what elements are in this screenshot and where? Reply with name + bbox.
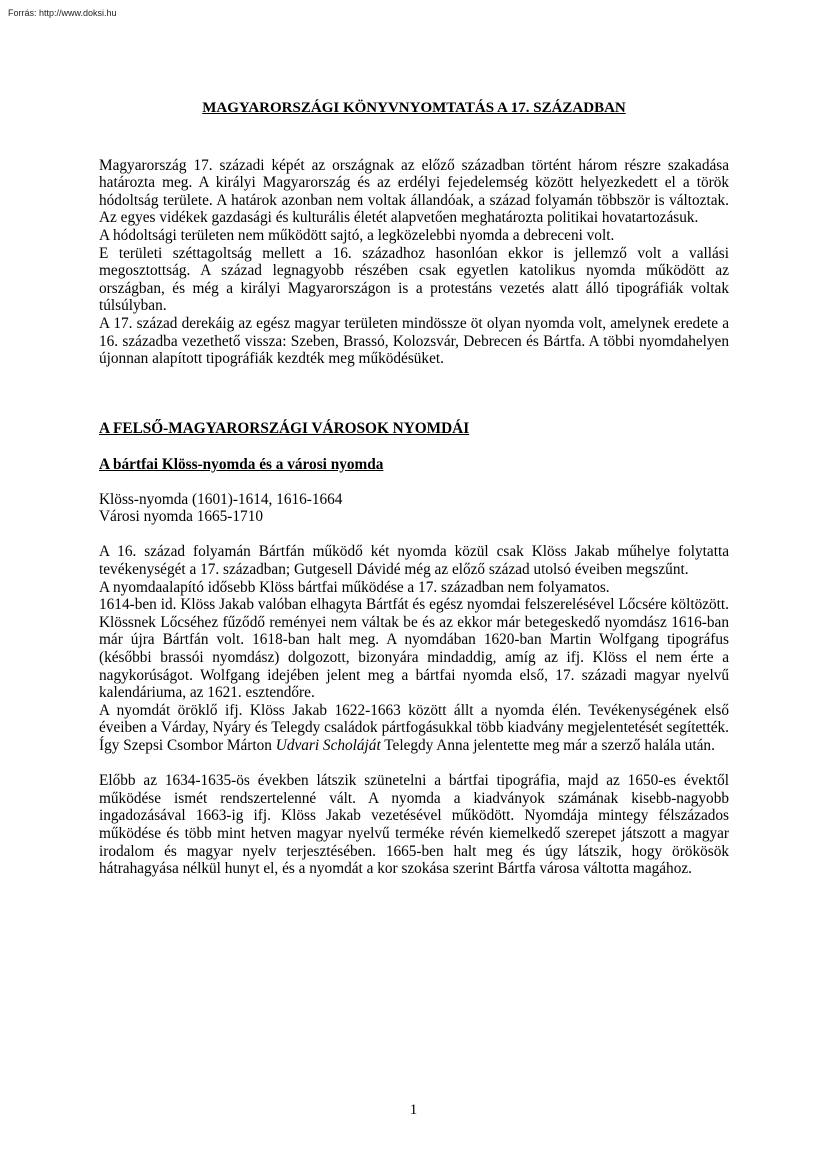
paragraph-text: Telegdy Anna jelentette meg már a szerző halála után. xyxy=(380,737,715,754)
intro-paragraph-2: A hódoltsági területen nem működött sajtó, a legközelebbi nyomda a debreceni volt. xyxy=(99,226,615,244)
paragraph-text: A nyomdát öröklő ifj. Klöss Jakab 1622-1663 között állt a nyomda élén. Tevékenységének első éveiben a Várday, Nyáry és Telegdy családok pártfogásukkal több kiadvány megjelentetését segítették. Így Szepsi Csombor Márton xyxy=(99,701,729,754)
section-subheading: A bártfai Klöss-nyomda és a városi nyomda xyxy=(99,455,384,473)
spacer xyxy=(99,438,729,456)
spacer xyxy=(99,755,729,773)
source-note: Forrás: http://www.doksi.hu xyxy=(8,8,117,18)
spacer xyxy=(99,368,729,403)
dates-line-1: Klöss-nyomda (1601)-1614, 1616-1664 xyxy=(99,490,343,508)
section-paragraph-5: Előbb az 1634-1635-ös években látszik szünetelni a bártfai tipográfia, majd az 1650-es évektől működése ismét rendszertelenné vált. A nyomda a kiadványok számának kisebb-nagyobb ingadozásával 1663-ig ifj. Klöss Jakab vezetésével működött. Nyomdája mintegy félszázados működése és több mint hetven magyar nyelvű terméke révén kiemelkedő szerepet játszott a magyar irodalom és magyar nyelv terjesztésében. 1665-ben halt meg és úgy látszik, hogy örökösök hátrahagyása nélkül hunyt el, és a nyomdát a kor szokása szerint Bártfa városa váltotta magához. xyxy=(99,772,729,878)
book-title: Udvari Scholáját xyxy=(275,737,381,754)
document-title: MAGYARORSZÁGI KÖNYVNYOMTATÁS A 17. SZÁZADBAN xyxy=(202,100,626,116)
spacer xyxy=(99,473,729,491)
spacer xyxy=(99,526,729,544)
dates-line-2: Városi nyomda 1665-1710 xyxy=(99,508,263,526)
intro-paragraph-1: Magyarország 17. századi képét az országnak az előző században történt három részre szakadása határozta meg. A királyi Magyarország és az erdélyi fejedelemség között helyezkedett el a török hódoltság területe. A határok azonban nem voltak állandóak, a század folyamán többször is változtak. Az egyes vidékek gazdasági és kulturális életét alapvetően meghatározta politikai hovatartozásuk. xyxy=(99,156,729,227)
section-paragraph-4 xyxy=(99,702,729,755)
section-paragraph-1: A 16. század folyamán Bártfán működő két nyomda közül csak Klöss Jakab műhelye folytatta tevékenységét a 17. században; Gutgesell Dávidé még az előző század utolsó éveiben megszűnt. xyxy=(99,543,729,579)
page-number: 1 xyxy=(409,1102,418,1118)
section-paragraph-3: 1614-ben id. Klöss Jakab valóban elhagyta Bártfát és egész nyomdai felszerelésével Lőcsére költözött. Klössnek Lőcséhez fűződő reményei nem váltak be és az ekkor már betegeskedő nyomdász 1616-ban már újra Bártfán volt. 1618-ban halt meg. A nyomdában 1620-ban Martin Wolfgang tipográfus (későbbi brassói nyomdász) dolgozott, bizonyára mindaddig, amíg az ifj. Klöss el nem érte a nagykorúságot. Wolfgang idejében jelent meg a bártfai nyomda első, 17. századi magyar nyelvű kalendáriuma, az 1621. esztendőre. xyxy=(99,596,729,702)
section-paragraph-2: A nyomdaalapító idősebb Klöss bártfai működése a 17. században nem folyamatos. xyxy=(99,578,610,596)
intro-paragraph-3: E területi széttagoltság mellett a 16. századhoz hasonlóan ekkor is jellemző volt a vallási megosztottság. A század legnagyobb részében csak egyetlen katolikus nyomda működött az országban, és még a királyi Magyarországon is a protestáns vezetés alatt álló tipográfiák voltak túlsúlyban. xyxy=(99,244,729,315)
spacer xyxy=(99,403,729,421)
document-body xyxy=(99,100,729,878)
intro-paragraph-4: A 17. század derekáig az egész magyar területen mindössze öt olyan nyomda volt, amelynek eredete a 16. századba vezethető vissza: Szeben, Brassó, Kolozsvár, Debrecen és Bártfa. A többi nyomdahelyen újonnan alapított tipográfiák kezdték meg működésüket. xyxy=(99,314,729,368)
section-heading: A FELSŐ-MAGYARORSZÁGI VÁROSOK NYOMDÁI xyxy=(99,420,470,438)
